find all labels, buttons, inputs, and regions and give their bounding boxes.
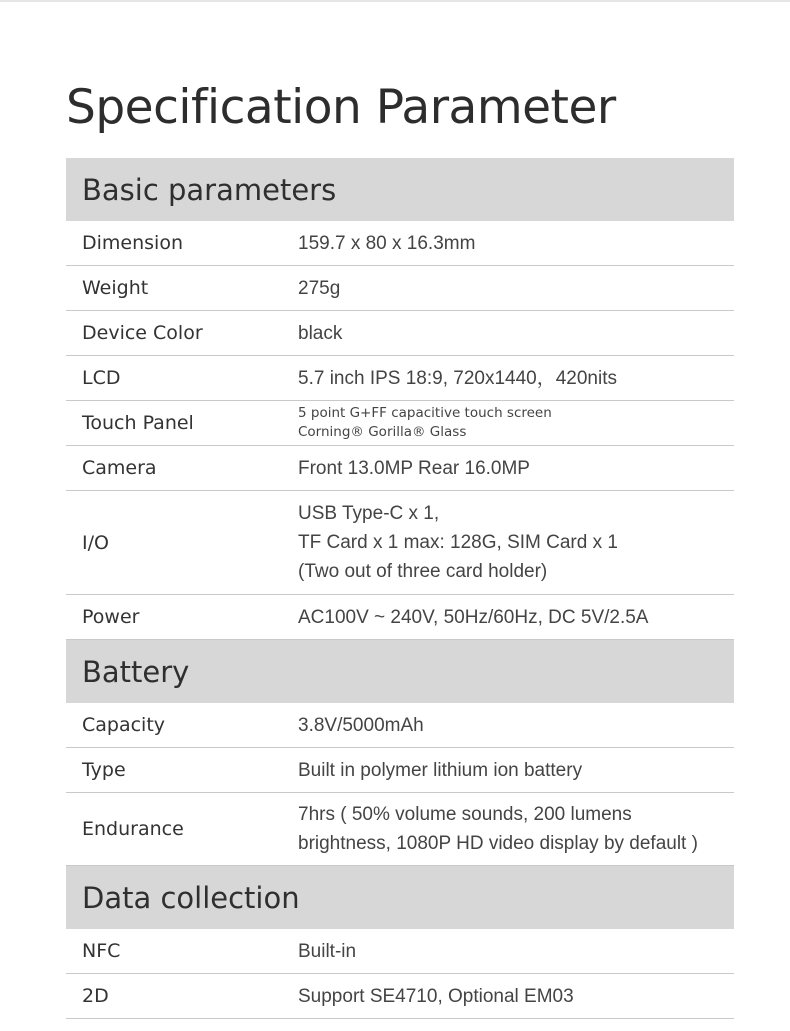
table-row xyxy=(66,446,734,491)
table-row xyxy=(66,595,734,640)
top-divider xyxy=(0,0,790,2)
row-value: Built in polymer lithium ion battery xyxy=(298,759,583,781)
row-label: NFC xyxy=(82,940,121,962)
section-header-basic: Basic parameters xyxy=(66,158,734,221)
table-row xyxy=(66,703,734,748)
table-row xyxy=(66,311,734,356)
table-row xyxy=(66,266,734,311)
row-label: I/O xyxy=(82,531,109,554)
table-row xyxy=(66,974,734,1019)
table-row xyxy=(66,929,734,974)
row-label: Device Color xyxy=(82,322,203,344)
row-value: 159.7 x 80 x 16.3mm xyxy=(298,232,476,254)
row-label: Capacity xyxy=(82,714,166,736)
row-label: Power xyxy=(82,606,140,628)
row-value: 3.8V/5000mAh xyxy=(298,714,424,736)
row-value: 7hrs ( 50% volume sounds, 200 lumens brightness, 1080P HD video display by default ) xyxy=(298,804,698,854)
page-title: Specification Parameter xyxy=(66,80,616,135)
row-value: Front 13.0MP Rear 16.0MP xyxy=(298,457,530,479)
row-value: AC100V ~ 240V, 50Hz/60Hz, DC 5V/2.5A xyxy=(298,606,649,628)
row-value: Support SE4710, Optional EM03 xyxy=(298,985,574,1007)
table-row xyxy=(66,221,734,266)
section-header-battery: Battery xyxy=(66,640,734,703)
table-row xyxy=(66,748,734,793)
row-label: 2D xyxy=(82,985,109,1007)
row-value: black xyxy=(298,322,343,344)
table-row xyxy=(66,793,734,866)
row-label: Type xyxy=(82,759,126,781)
table-row xyxy=(66,356,734,401)
table-row xyxy=(66,401,734,446)
row-value: USB Type-C x 1, TF Card x 1 max: 128G, SIM Card x 1 (Two out of three card holder) xyxy=(298,503,618,582)
row-value: 5 point G+FF capacitive touch screen Corning® Gorilla® Glass xyxy=(298,405,552,440)
row-label: Dimension xyxy=(82,232,183,254)
row-value: Built-in xyxy=(298,940,357,962)
row-label: Camera xyxy=(82,457,157,479)
row-label: Weight xyxy=(82,277,149,299)
row-label: LCD xyxy=(82,367,121,389)
row-value: 275g xyxy=(298,277,341,299)
table-row xyxy=(66,491,734,595)
section-header-data-collection: Data collection xyxy=(66,866,734,929)
row-label: Touch Panel xyxy=(82,412,194,434)
row-value: 5.7 inch IPS 18:9, 720x1440，420nits xyxy=(298,367,618,389)
row-label: Endurance xyxy=(82,818,184,840)
spec-table xyxy=(66,158,734,1019)
